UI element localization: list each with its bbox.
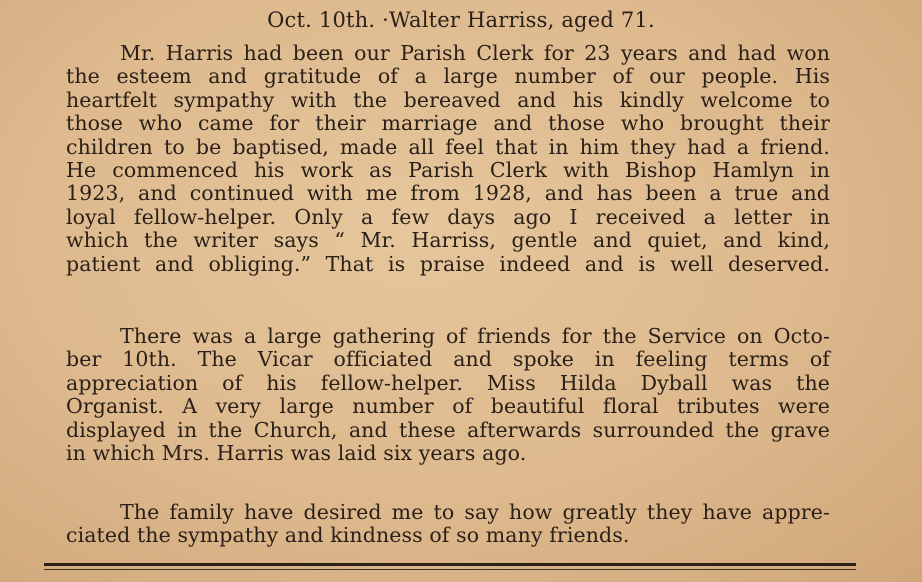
text-line: There was a large gathering of friends for the Service on Octo- xyxy=(120,324,830,348)
text-line: The family have desired me to say how greatly they have appre- xyxy=(120,500,830,524)
text-line: the esteem and gratitude of a large number of our people. His xyxy=(66,64,830,89)
text-line: children to be baptised, made all feel that in him they had a friend. xyxy=(66,134,830,159)
text-line: Organist. A very large number of beautiful floral tributes were xyxy=(66,394,830,419)
paragraph-service xyxy=(66,325,830,465)
divider-rule-thin xyxy=(44,569,856,570)
paragraph-tribute xyxy=(66,42,830,276)
text-line: which the writer says “ Mr. Harriss, gentle and quiet, and kind, xyxy=(66,228,830,253)
text-line: heartfelt sympathy with the bereaved and his kindly welcome to xyxy=(66,87,830,112)
text-line: He commenced his work as Parish Clerk with Bishop Hamlyn in xyxy=(66,158,830,183)
text-line: appreciation of his fellow-helper. Miss Hilda Dyball was the xyxy=(66,370,830,395)
text-line: patient and obliging.” That is praise indeed and is well deserved. xyxy=(66,251,830,276)
text-line: ber 10th. The Vicar officiated and spoke in feeling terms of xyxy=(66,347,830,372)
divider-rule xyxy=(44,563,856,566)
text-line: 1923, and continued with me from 1928, and has been a true and xyxy=(66,181,830,206)
text-line: displayed in the Church, and these afterwards surrounded the grave xyxy=(66,417,830,442)
obituary-heading: Oct. 10th. ·Walter Harriss, aged 71. xyxy=(267,8,655,32)
text-line: those who came for their marriage and those who brought their xyxy=(66,111,830,136)
text-line: in which Mrs. Harris was laid six years ago. xyxy=(66,441,527,466)
text-line: loyal fellow-helper. Only a few days ago I received a letter in xyxy=(66,204,830,229)
text-line: Mr. Harris had been our Parish Clerk for 23 years and had won xyxy=(120,41,830,65)
text-line: ciated the sympathy and kindness of so many friends. xyxy=(66,523,630,548)
paragraph-family-thanks xyxy=(66,501,830,548)
